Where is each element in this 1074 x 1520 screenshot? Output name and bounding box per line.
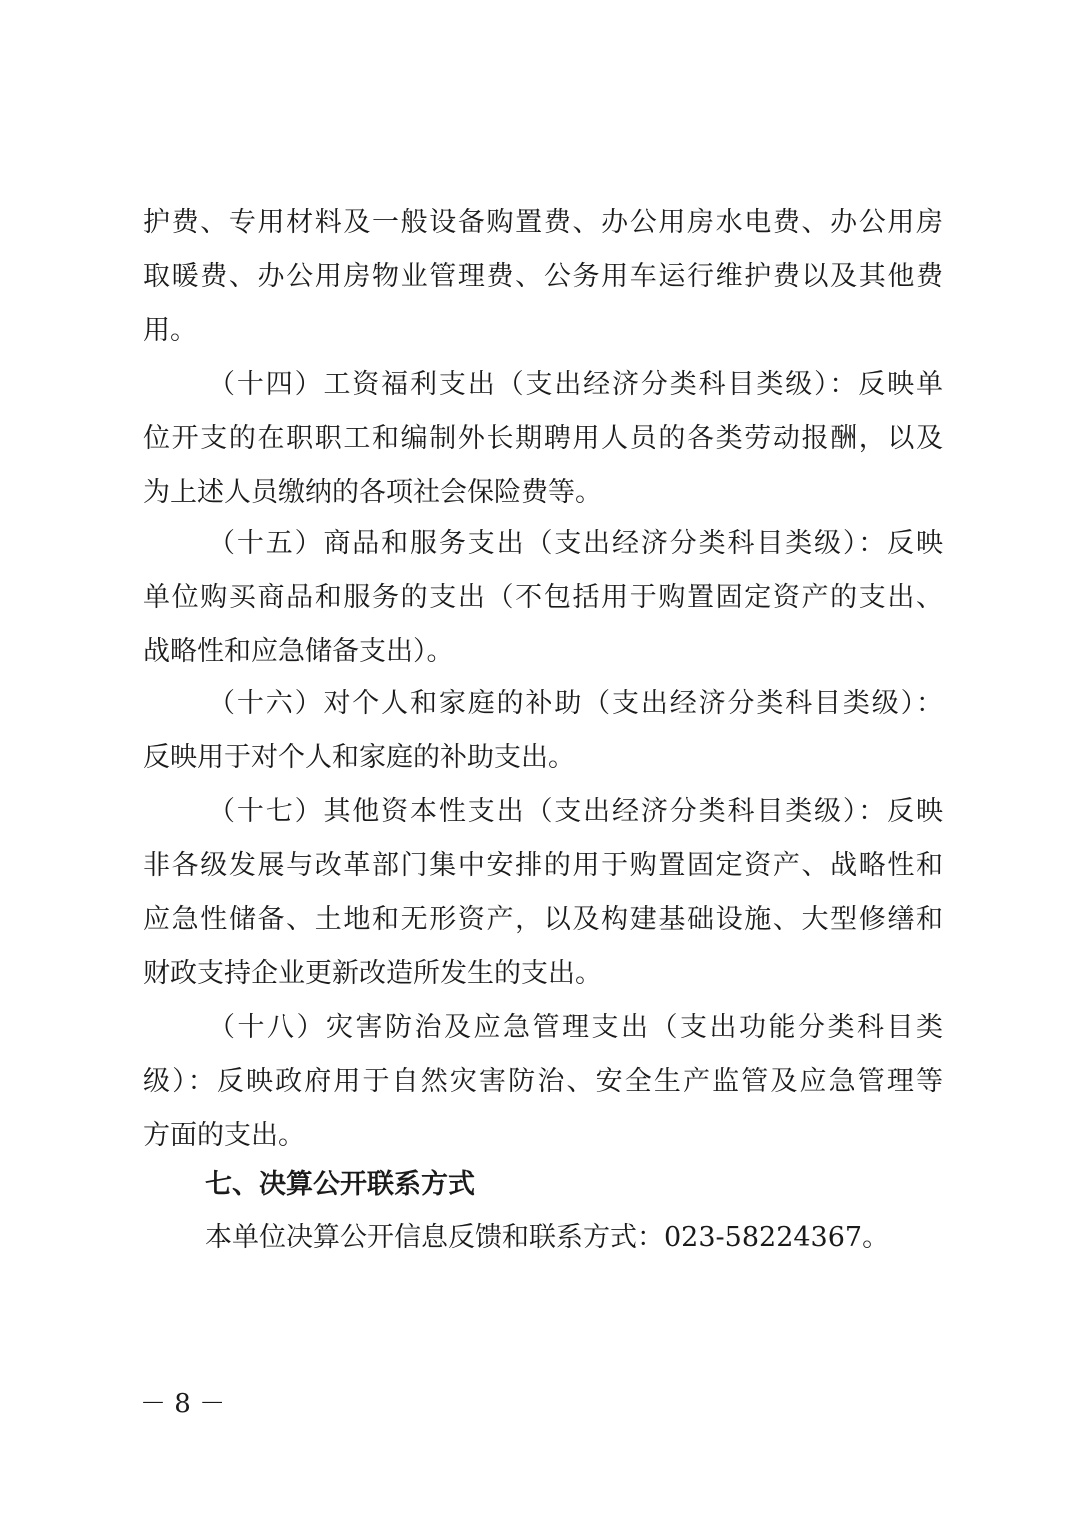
- body-text-line: 级）：反映政府用于自然灾害防治、安全生产监管及应急管理等: [143, 1066, 943, 1097]
- contact-line: 本单位决算公开信息反馈和联系方式：023-58224367。: [205, 1222, 890, 1253]
- body-text-line: 反映用于对个人和家庭的补助支出。: [143, 742, 575, 773]
- paragraph-18-first-line: （十八）灾害防治及应急管理支出（支出功能分类科目类: [208, 1012, 943, 1043]
- body-text-line: 非各级发展与改革部门集中安排的用于购置固定资产、战略性和: [143, 850, 943, 881]
- body-text-line: 为上述人员缴纳的各项社会保险费等。: [143, 477, 602, 508]
- body-text-line: 应急性储备、土地和无形资产，以及构建基础设施、大型修缮和: [143, 904, 943, 935]
- body-text-line: 单位购买商品和服务的支出（不包括用于购置固定资产的支出、: [143, 582, 943, 613]
- body-text-line: 战略性和应急储备支出）。: [143, 636, 454, 667]
- paragraph-16-first-line: （十六）对个人和家庭的补助（支出经济分类科目类级）：: [208, 688, 943, 719]
- page-number: － 8 －: [140, 1389, 226, 1419]
- section-heading: 七、决算公开联系方式: [205, 1169, 475, 1200]
- paragraph-14-first-line: （十四）工资福利支出（支出经济分类科目类级）：反映单: [208, 369, 943, 400]
- paragraph-15-first-line: （十五）商品和服务支出（支出经济分类科目类级）：反映: [208, 528, 943, 559]
- body-text-line: 方面的支出。: [143, 1120, 305, 1151]
- body-text-line: 财政支持企业更新改造所发生的支出。: [143, 958, 602, 989]
- paragraph-17-first-line: （十七）其他资本性支出（支出经济分类科目类级）：反映: [208, 796, 943, 827]
- body-text-line: 护费、专用材料及一般设备购置费、办公用房水电费、办公用房: [143, 207, 943, 238]
- body-text-line: 取暖费、办公用房物业管理费、公务用车运行维护费以及其他费: [143, 261, 943, 292]
- body-text-line: 用。: [143, 315, 197, 346]
- body-text-line: 位开支的在职职工和编制外长期聘用人员的各类劳动报酬，以及: [143, 423, 943, 454]
